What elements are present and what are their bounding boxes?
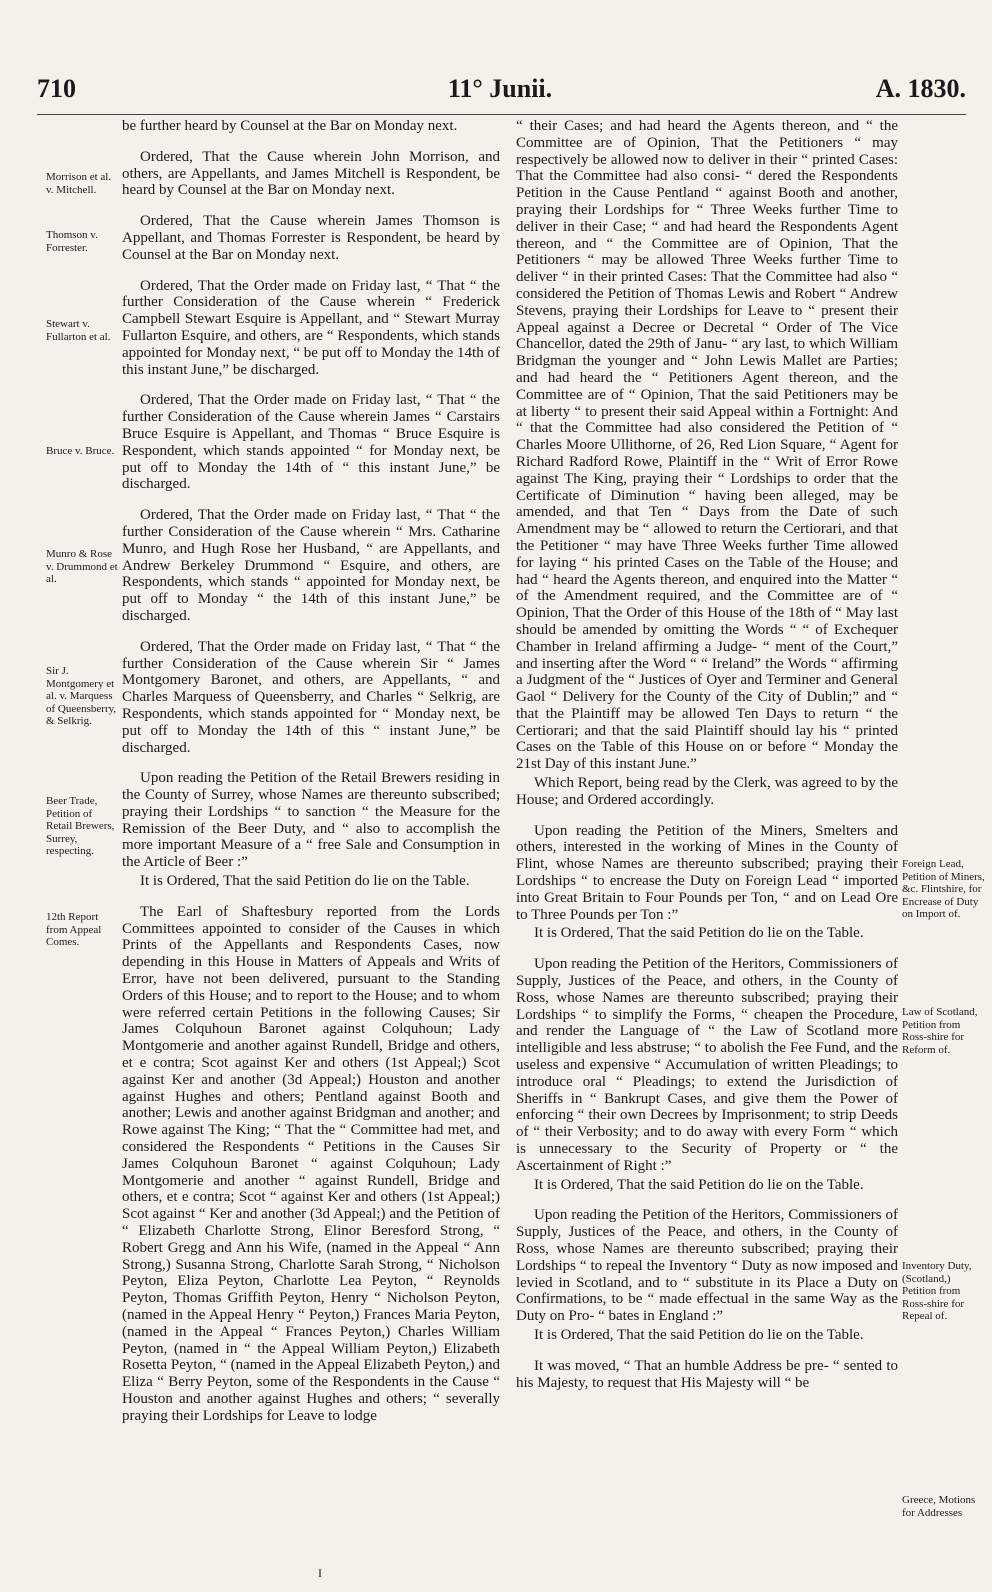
page-date: 11° Junii. [447,74,553,103]
paragraph: Upon reading the Petition of the Heritors, Commissioners of Supply, Justices of the Peace, and others, in the County of Ross, whose Names are thereunto subscribed; praying their Lordships “ to simplify the Forms, “ cheapen the Procedure, and render the Language of “ the Law of Scotland more intelligible and less abstruse; “ to abolish the Fee Fund, and the useless and expensive “ Accumulation of written Pleadings; to introduce oral “ Pleadings; to extend the Jurisdiction of Sheriffs in “ Bankrupt Cases, and give them the Power of enforcing “ their own Decrees by Imprisonment; to strip Deeds of “ their Verbosity; and to do away with every Form “ which is unnecessary to the Security of Property or “ the Ascertainment of Right :” [516,956,898,1174]
margin-note: 12th Report from Appeal Comes. [46,911,102,948]
margin-note: Inventory Duty, (Scotland,) Petition from Ross-shire for Repeal of. [902,1260,972,1322]
header-rule [37,114,966,115]
paragraph: be further heard by Counsel at the Bar on Monday next. [122,118,458,134]
margin-note: Thomson v. Forrester. [46,229,98,254]
paragraph: Ordered, That the Order made on Friday last, “ That “ the further Consideration of the Cause wherein Sir “ James Montgomery Baronet, and others, are Appellants, “ and Charles Marquess of Queensberry, and Charles “ Selkrig, are Respondents, which stands appointed for “ Monday next, be put off to Monday the 14th of this “ instant June,” be discharged. [122,638,500,756]
paragraph: Ordered, That the Order made on Friday last, “ That “ the further Consideration of the Cause wherein “ Frederick Campbell Stewart Esquire is Appellant, and “ Stewart Murray Fullarton Esquire, and others, are “ Respondents, which stands appointed for Monday next, “ be put off to Monday the 14th of this instant June,” be discharged. [122,277,500,378]
paragraph: It is Ordered, That the said Petition do lie on the Table. [140,873,470,890]
paragraph: Upon reading the Petition of the Retail Brewers residing in the County of Surrey, whose Names are thereunto subscribed; praying their Lordships “ to sanction “ the Measure for the Remission of the Beer Duty, and “ also to accomplish the more important Measure of a “ free Sale and Consumption in the Article of Beer :” [122,770,500,871]
margin-note: Morrison et al. v. Mitchell. [46,171,112,196]
paragraph: Ordered, That the Order made on Friday last, “ That “ the further Consideration of the Cause wherein James “ Carstairs Bruce Esquire is Appellant, and Thomas “ Bruce Esquire is Respondent, which stands appointed “ for Monday next, be put off to Monday the 14th of “ this instant June,” be discharged. [122,392,500,493]
paragraph: Which Report, being read by the Clerk, was agreed to by the House; and Ordered accordingly. [516,775,898,808]
paragraph: It was moved, “ That an humble Address be pre- “ sented to his Majesty, to request that His Majesty will “ be [516,1357,898,1391]
paragraph: The Earl of Shaftesbury reported from the Lords Committees appointed to consider of the Causes in which Prints of the Appellants and Respondents Cases, now depending in this House in Matters of Appeals and Writs of Error, have not been delivered, pursuant to the Standing Orders of this House; and to report to the House; and to whom were referred certain Petitions in the following Causes; Sir James Colquhoun Baronet against Colquhoun; Lady Montgomerie and another against Rundell, Bridge and others, et e contra; Scot against Ker and others (1st Appeal;) Scot against Ker and another (3d Appeal;) Houston and another against Hughes and others; Pentland against Booth and another; Lewis and another against Bridgman and another; and Rowe against The King; “ That the “ Committee had met, and considered the Respondents “ Petitions in the Causes Sir James Colquhoun Baronet “ against Colquhoun; Lady Montgomerie and another “ against Rundell, Bridge and others, et e contra; Scot “ against Ker and others (1st Appeal;) Scot against “ Ker and another (3d Appeal;) and the Petition of “ Elizabeth Charlotte Strong, Elinor Beresford Strong, “ Robert Gregg and Ann his Wife, (named in the Appeal “ Ann Strong,) Susanna Strong, Charlotte Sarah Strong, “ Nicholson Peyton, Eliza Peyton, Charlotte Lea Peyton, “ Reynolds Peyton, Thomas Griffith Peyton, Henry “ Nicholson Peyton, (named in the Appeal Henry “ Peyton,) Frances Maria Peyton, (named in the Appeal “ Frances Peyton,) Charles William Peyton, (named in “ the Appeal William Peyton,) Elizabeth Rosetta Peyton, “ (named in the Appeal Elizabeth Peyton,) and Eliza “ Berry Peyton, some of the Respondents in the Cause “ Houston and another against Hughes and others; “ severally praying their Lordships for Leave to lodge [122,903,500,1424]
page-number: 710 [37,74,76,103]
margin-note: Greece, Motions for Addresses [902,1494,976,1519]
paragraph: “ their Cases; and had heard the Agents thereon, and “ the Committee are of Opinion, That the Petitioners “ may respectively be allowed now to deliver in their “ printed Cases: That the Committee had also consi- “ dered the Respondents Petition in the Cause Pentland “ against Booth and another, praying their Lordships for “ Three Weeks further Time to deliver in their Case; “ and had heard the Respondents Agent thereon, and “ the Committee are of Opinion, That the Petitioners “ may be allowed Three Weeks further Time to deliver “ in their printed Cases: That the Committee had also “ considered the Petition of Thomas Lewis and Robert “ Andrew Stevens, praying their Lordships for Leave to “ present their Appeal against a Decree or Decretal “ Order of The Vice Chancellor, dated the 29th of Janu- “ ary last, to which William Bridgman the younger and “ John Lewis Mallet are Parties; and had heard the “ Petitioners Agent thereon, and the Committee are of “ Opinion, That the said Petitioners may be at liberty “ to present their said Appeal within a Fortnight: And “ that the Committee had also considered the Petition of “ Charles Moore Ullithorne, of 26, Red Lion Square, “ Agent for Richard Radford Rowe, Plaintiff in the “ Writ of Error Rowe against The King, praying their “ Lordships to order that the Certificate of Diminution “ having been alleged, may be amended, and that Ten “ Days from the Date of such Amendment may be “ allowed to return the Certiorari, and that the Petitioner “ may have Three Weeks further Time allowed for laying “ his printed Cases on the Table of the House; and had “ heard the Agents thereon, and enquired into the Matter “ of the Amendment required, and the Committee are of “ Opinion, That the Order of this House of the 18th of “ May last should be amended by omitting the Words “ “ of Exchequer Chamber in Ireland affirming a Judge- “ ment of the Court,” and inserting after the Word “ “ Ireland” the Words “ affirming a Judgment of the “ Justices of Oyer and Terminer and General Gaol “ Delivery for the County of the City of Dublin;” and “ that the Plaintiff may be allowed Ten Days to return “ the Certiorari; and that the said Plaintiff should lay his “ printed Cases on the Table of this House on or before “ Monday the 21st Day of this instant June.” [516,118,898,773]
paragraph: Upon reading the Petition of the Heritors, Commissioners of Supply, Justices of the Peace, and others, in the County of Ross, whose Names are thereunto subscribed; praying their Lordships “ to repeal the Inventory “ Duty as now imposed and levied in Scotland, and to “ substitute in its Place a Duty on Confirmations, to be “ made effectual in the same Way as the Duty on Pro- “ bates in England :” [516,1207,898,1325]
left-column [122,118,500,1439]
margin-note: Sir J. Montgomery et al. v. Marquess of Queensberry, & Selkrig. [46,665,117,727]
signature-mark: I [318,1566,322,1580]
margin-note: Bruce v. Bruce. [46,445,115,457]
paragraph: It is Ordered, That the said Petition do lie on the Table. [534,1326,864,1343]
margin-note: Beer Trade, Petition of Retail Brewers, Surrey, respecting. [46,795,115,857]
paragraph: Ordered, That the Cause wherein James Thomson is Appellant, and Thomas Forrester is Respondent, be heard by Counsel at the Bar on Monday next. [122,213,500,263]
margin-note: Foreign Lead, Petition of Miners, &c. Flintshire, for Encrease of Duty on Import of. [902,858,985,920]
paragraph: It is Ordered, That the said Petition do lie on the Table. [534,1176,864,1193]
margin-note: Law of Scotland, Petition from Ross-shire for Reform of. [902,1006,978,1056]
margin-note: Stewart v. Fullarton et al. [46,318,111,343]
paragraph: It is Ordered, That the said Petition do lie on the Table. [534,925,864,942]
margin-note: Munro & Rose v. Drummond et al. [46,548,118,585]
page-year: A. 1830. [875,74,966,103]
paragraph: Upon reading the Petition of the Miners, Smelters and others, interested in the working of Mines in the County of Flint, whose Names are thereunto subscribed; praying their Lordships “ to encrease the Duty on Foreign Lead “ imported into Great Britain to Four Pounds per Ton, “ and on Lead Ore to Three Pounds per Ton :” [516,822,898,923]
right-column [516,118,898,1405]
paragraph: Ordered, That the Order made on Friday last, “ That “ the further Consideration of the Cause wherein “ Mrs. Catharine Munro, and Hugh Rose her Husband, “ are Appellants, and Andrew Berkeley Drummond “ Esquire, and others, are Respondents, which stands “ appointed for Monday next, be put off to Monday “ the 14th of this instant June,” be discharged. [122,507,500,624]
paragraph: Ordered, That the Cause wherein John Morrison, and others, are Appellants, and James Mitchell is Respondent, be heard by Counsel at the Bar on Monday next. [122,148,500,199]
